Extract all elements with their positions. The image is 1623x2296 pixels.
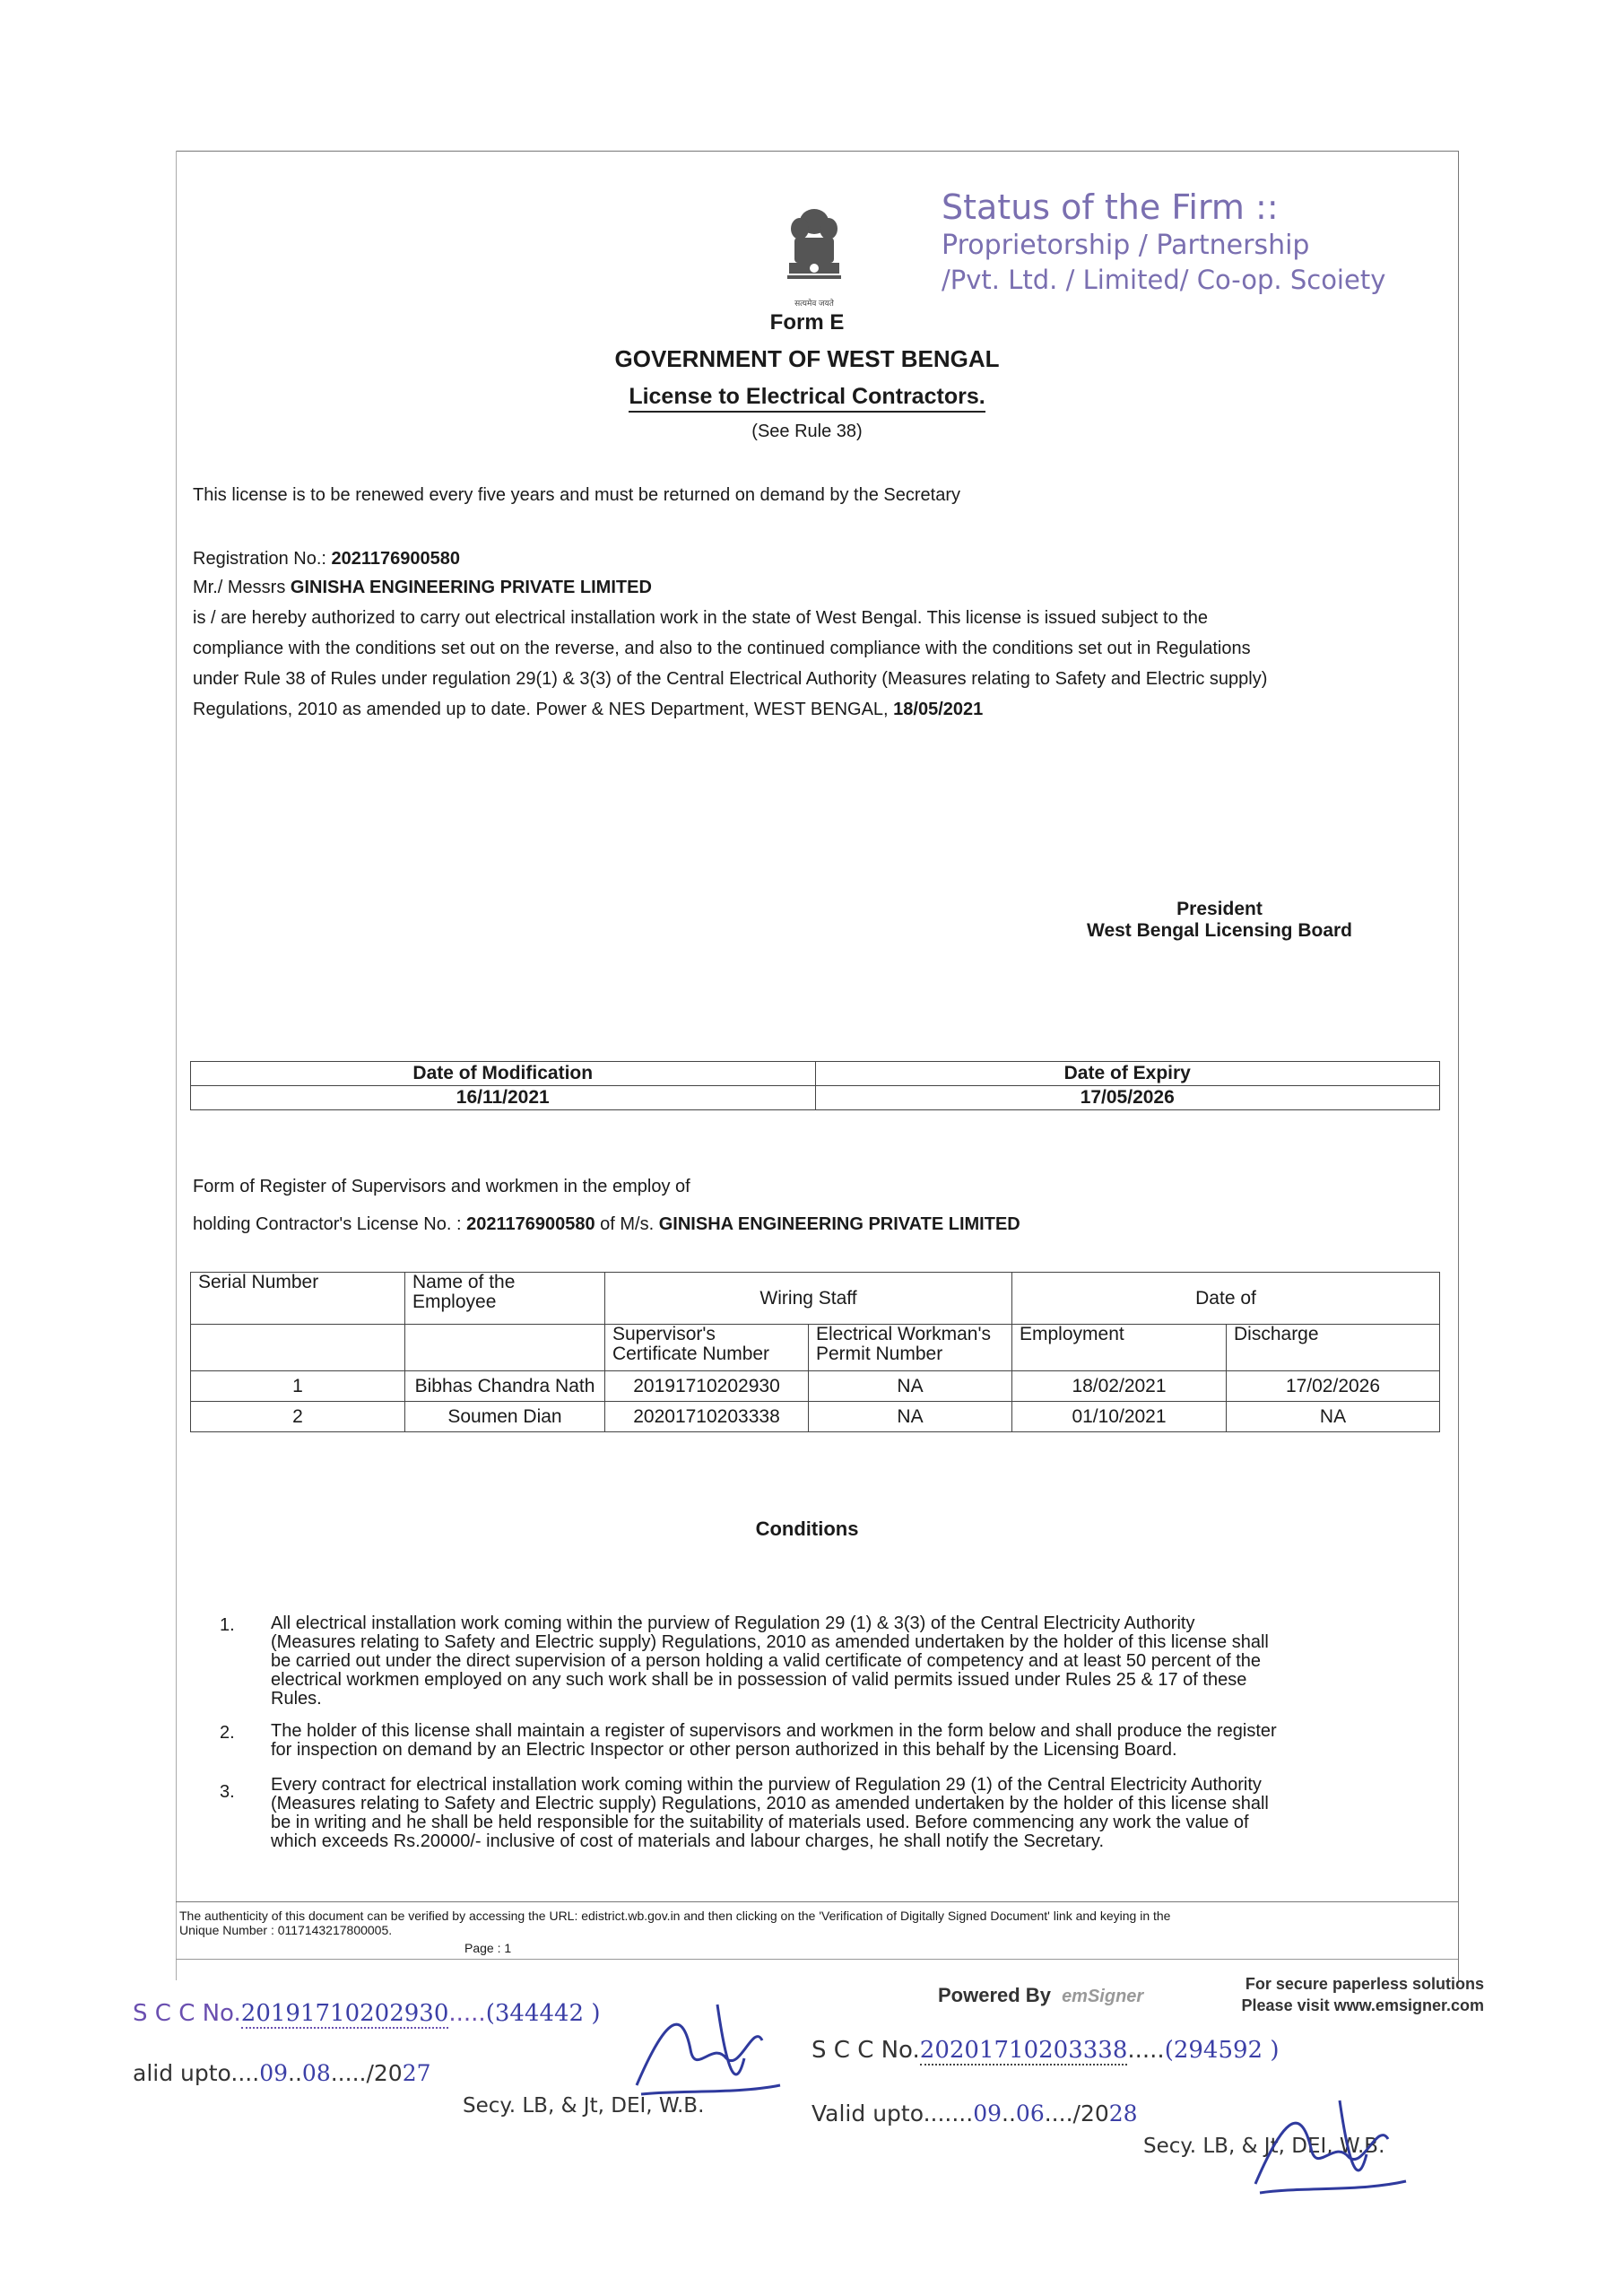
- table-row: [191, 1371, 1440, 1402]
- scc-right-valid-line: Valid upto.......09..06..../2028: [812, 2100, 1138, 2126]
- condition-3-number: 3.: [220, 1782, 235, 1802]
- government-title: GOVERNMENT OF WEST BENGAL: [614, 345, 1000, 372]
- row-name: Soumen Dian: [405, 1402, 605, 1432]
- footer-rule-bottom: [176, 1959, 1458, 1960]
- condition-2-number: 2.: [220, 1723, 235, 1743]
- scc-right-number-line: [812, 2036, 1280, 2064]
- modification-date-value: 16/11/2021: [191, 1086, 816, 1110]
- row-discharge: NA: [1227, 1402, 1440, 1432]
- form-label: Form E: [769, 310, 845, 335]
- scc-right-valid-label: Valid upto: [812, 2100, 924, 2126]
- header-name: Name of the Employee: [405, 1273, 605, 1325]
- condition-1-line1: All electrical installation work coming within the purview of Regulation 29 (1) & 3(3) of the Central Electricity Authority: [271, 1613, 1195, 1633]
- renewal-note: This license is to be renewed every five years and must be returned on demand by the Secretary: [193, 485, 961, 505]
- modification-date-label: Date of Modification: [191, 1062, 816, 1086]
- scc-left-value: 20191710202930: [240, 2000, 449, 2027]
- scc-left-valid-year: 27: [402, 2060, 431, 2086]
- scc-left-paren: (344442 ): [485, 2000, 601, 2027]
- status-stamp-line1: Status of the Firm ::: [942, 187, 1279, 227]
- emblem-caption: सत्यमेव जयते: [794, 299, 834, 308]
- condition-2-line1: The holder of this license shall maintain a register of supervisors and workmen in the form below and shall produce the register: [271, 1721, 1277, 1741]
- authorization-line1: is / are hereby authorized to carry out electrical installation work in the state of West Bengal. This license is issued subject to the: [193, 608, 1209, 628]
- scc-right-value: 20201710203338: [919, 2037, 1128, 2064]
- subheader-empty-1: [191, 1325, 405, 1371]
- scc-right-dots: .....: [1127, 2037, 1165, 2064]
- register-company: GINISHA ENGINEERING PRIVATE LIMITED: [658, 1214, 1020, 1234]
- authorization-line3: under Rule 38 of Rules under regulation 29(1) & 3(3) of the Central Electrical Authority (Measures relating to Safety and Electric supply): [193, 669, 1268, 689]
- scc-right-year-prefix: /20: [1072, 2100, 1109, 2126]
- condition-1-line2: (Measures relating to Safety and Electric supply) Regulations, 2010 as amended undertaken by the holder of this license shall: [271, 1632, 1269, 1652]
- scc-right-label: S C C No.: [812, 2037, 920, 2064]
- condition-3: [220, 1776, 1421, 1857]
- authenticity-note: [179, 1909, 1453, 1937]
- register-license-prefix: holding Contractor's License No. :: [193, 1214, 462, 1234]
- staff-register-table: [190, 1272, 1440, 1432]
- row-employment: 18/02/2021: [1012, 1371, 1227, 1402]
- row-permit: NA: [809, 1371, 1012, 1402]
- condition-3-line4: which exceeds Rs.20000/- inclusive of cost of materials and labour charges, he shall notify the Secretary.: [271, 1831, 1104, 1851]
- signatory-board: West Bengal Licensing Board: [1087, 920, 1352, 941]
- modification-table: [190, 1061, 1440, 1110]
- status-stamp: [942, 187, 1426, 296]
- license-title: [502, 384, 1112, 410]
- condition-1-number: 1.: [220, 1615, 235, 1635]
- condition-3-line1: Every contract for electrical installation work coming within the purview of Regulation 29 (1) of the Central Electricity Authority: [271, 1775, 1262, 1795]
- header-date-of: Date of: [1012, 1273, 1440, 1325]
- scc-left-valid-day: 09: [259, 2060, 289, 2086]
- registration-line: [193, 544, 460, 574]
- holder-line: [193, 572, 652, 603]
- powered-by: [938, 1984, 1143, 2007]
- scc-left-number-line: [133, 1999, 601, 2027]
- condition-2-text: [271, 1722, 1428, 1760]
- register-intro-line2: [193, 1209, 1020, 1239]
- registration-label: Registration No.:: [193, 549, 326, 569]
- scc-right-paren: (294592 ): [1164, 2037, 1280, 2064]
- condition-3-line2: (Measures relating to Safety and Electric supply) Regulations, 2010 as amended undertaken by the holder of this license shall: [271, 1794, 1269, 1813]
- row-serial: 1: [191, 1371, 405, 1402]
- signatory-title: President: [1176, 899, 1263, 919]
- authorization-line4-text: Regulations, 2010 as amended up to date. Power & NES Department, WEST BENGAL,: [193, 700, 889, 719]
- scc-left-valid-month: 08: [301, 2060, 331, 2086]
- license-title-text: License to Electrical Contractors.: [629, 384, 985, 413]
- scc-right-valid-month: 06: [1015, 2100, 1045, 2126]
- register-intro-line1: Form of Register of Supervisors and workmen in the employ of: [193, 1177, 690, 1196]
- table-row: [191, 1402, 1440, 1432]
- secure-note: [1197, 1973, 1484, 2016]
- row-serial: 2: [191, 1402, 405, 1432]
- footer-rule: [176, 1901, 1458, 1902]
- row-discharge: 17/02/2026: [1227, 1371, 1440, 1402]
- condition-1-text: [271, 1614, 1428, 1709]
- header-supervisor-cert: Supervisor's Certificate Number: [605, 1325, 809, 1371]
- scc-right-valid-day: 09: [973, 2100, 1002, 2126]
- header-discharge: Discharge: [1227, 1325, 1440, 1371]
- emsigner-logo: emSigner: [1062, 1987, 1144, 2006]
- condition-1: [220, 1614, 1421, 1713]
- register-license-number: 2021176900580: [466, 1214, 595, 1234]
- scc-right-secy: Secy. LB, & Jt, DEI, W.B.: [1143, 2135, 1385, 2158]
- expiry-date-value: 17/05/2026: [815, 1086, 1440, 1110]
- status-stamp-line3: /Pvt. Ltd. / Limited/ Co-op. Scoiety: [942, 265, 1386, 295]
- scc-right-valid-year: 28: [1108, 2100, 1138, 2126]
- header-wiring-staff: Wiring Staff: [605, 1273, 1012, 1325]
- condition-3-text: [271, 1776, 1428, 1851]
- authorization-text: [193, 603, 1448, 725]
- condition-1-line5: Rules.: [271, 1689, 322, 1709]
- subheader-empty-2: [405, 1325, 605, 1371]
- page-number: Page : 1: [464, 1941, 512, 1955]
- row-cert: 20201710203338: [605, 1402, 809, 1432]
- condition-1-line4: electrical workmen employed on any such work shall be in possession of valid permits issued under Rules 25 & 17 of these: [271, 1670, 1247, 1690]
- scc-left-secy: Secy. LB, & Jt, DEI, W.B.: [463, 2094, 705, 2118]
- registration-number: 2021176900580: [331, 549, 461, 569]
- row-cert: 20191710202930: [605, 1371, 809, 1402]
- secure-line1: For secure paperless solutions: [1245, 1975, 1484, 1993]
- holder-name: GINISHA ENGINEERING PRIVATE LIMITED: [290, 578, 652, 597]
- signature-right-icon: [1246, 2081, 1417, 2206]
- signature-left-icon: [628, 1987, 789, 2112]
- conditions-heading: Conditions: [755, 1518, 859, 1540]
- holder-prefix: Mr./ Messrs: [193, 578, 286, 597]
- condition-2: [220, 1722, 1421, 1763]
- scc-left-label: S C C No.: [133, 2000, 241, 2027]
- rule-reference: (See Rule 38): [751, 422, 863, 441]
- header-workman-permit: Electrical Workman's Permit Number: [809, 1325, 1012, 1371]
- state-emblem-icon: [778, 202, 850, 308]
- unique-number: Unique Number : 0117143217800005.: [179, 1923, 393, 1937]
- header-serial: Serial Number: [191, 1273, 405, 1325]
- scc-left-valid-line: alid upto....09..08...../2027: [133, 2060, 431, 2086]
- authorization-line4: [193, 694, 1448, 725]
- frame-left-border: [176, 151, 177, 1980]
- condition-1-line3: be carried out under the direct supervision of a person holding a valid certificate of competency and at least 50 percent of the: [271, 1651, 1261, 1671]
- condition-3-line3: be in writing and he shall be held responsible for the suitability of materials used. Before commencing any work the value of: [271, 1813, 1249, 1832]
- row-permit: NA: [809, 1402, 1012, 1432]
- powered-by-label: Powered By: [938, 1984, 1051, 2006]
- authorization-line2: compliance with the conditions set out on the reverse, and also to the continued compliance with the conditions set out in Regulations: [193, 639, 1251, 658]
- condition-2-line2: for inspection on demand by an Electric Inspector or other person authorized in this behalf by the Licensing Board.: [271, 1740, 1177, 1760]
- header-employment: Employment: [1012, 1325, 1227, 1371]
- scc-left-year-prefix: /20: [366, 2060, 403, 2086]
- status-stamp-line2: Proprietorship / Partnership: [942, 230, 1310, 261]
- row-employment: 01/10/2021: [1012, 1402, 1227, 1432]
- authenticity-line: The authenticity of this document can be verified by accessing the URL: edistrict.wb.gov.in and then clicking on the 'Verification of Digitally Signed Document' link and keying in the: [179, 1909, 1171, 1923]
- scc-left-dots: .....: [448, 2000, 486, 2027]
- expiry-date-label: Date of Expiry: [815, 1062, 1440, 1086]
- secure-line2: Please visit www.emsigner.com: [1241, 1996, 1484, 2014]
- scc-left-valid-label: alid upto: [133, 2060, 231, 2086]
- authorization-date: 18/05/2021: [893, 700, 984, 719]
- register-of-ms: of M/s.: [600, 1214, 655, 1234]
- row-name: Bibhas Chandra Nath: [405, 1371, 605, 1402]
